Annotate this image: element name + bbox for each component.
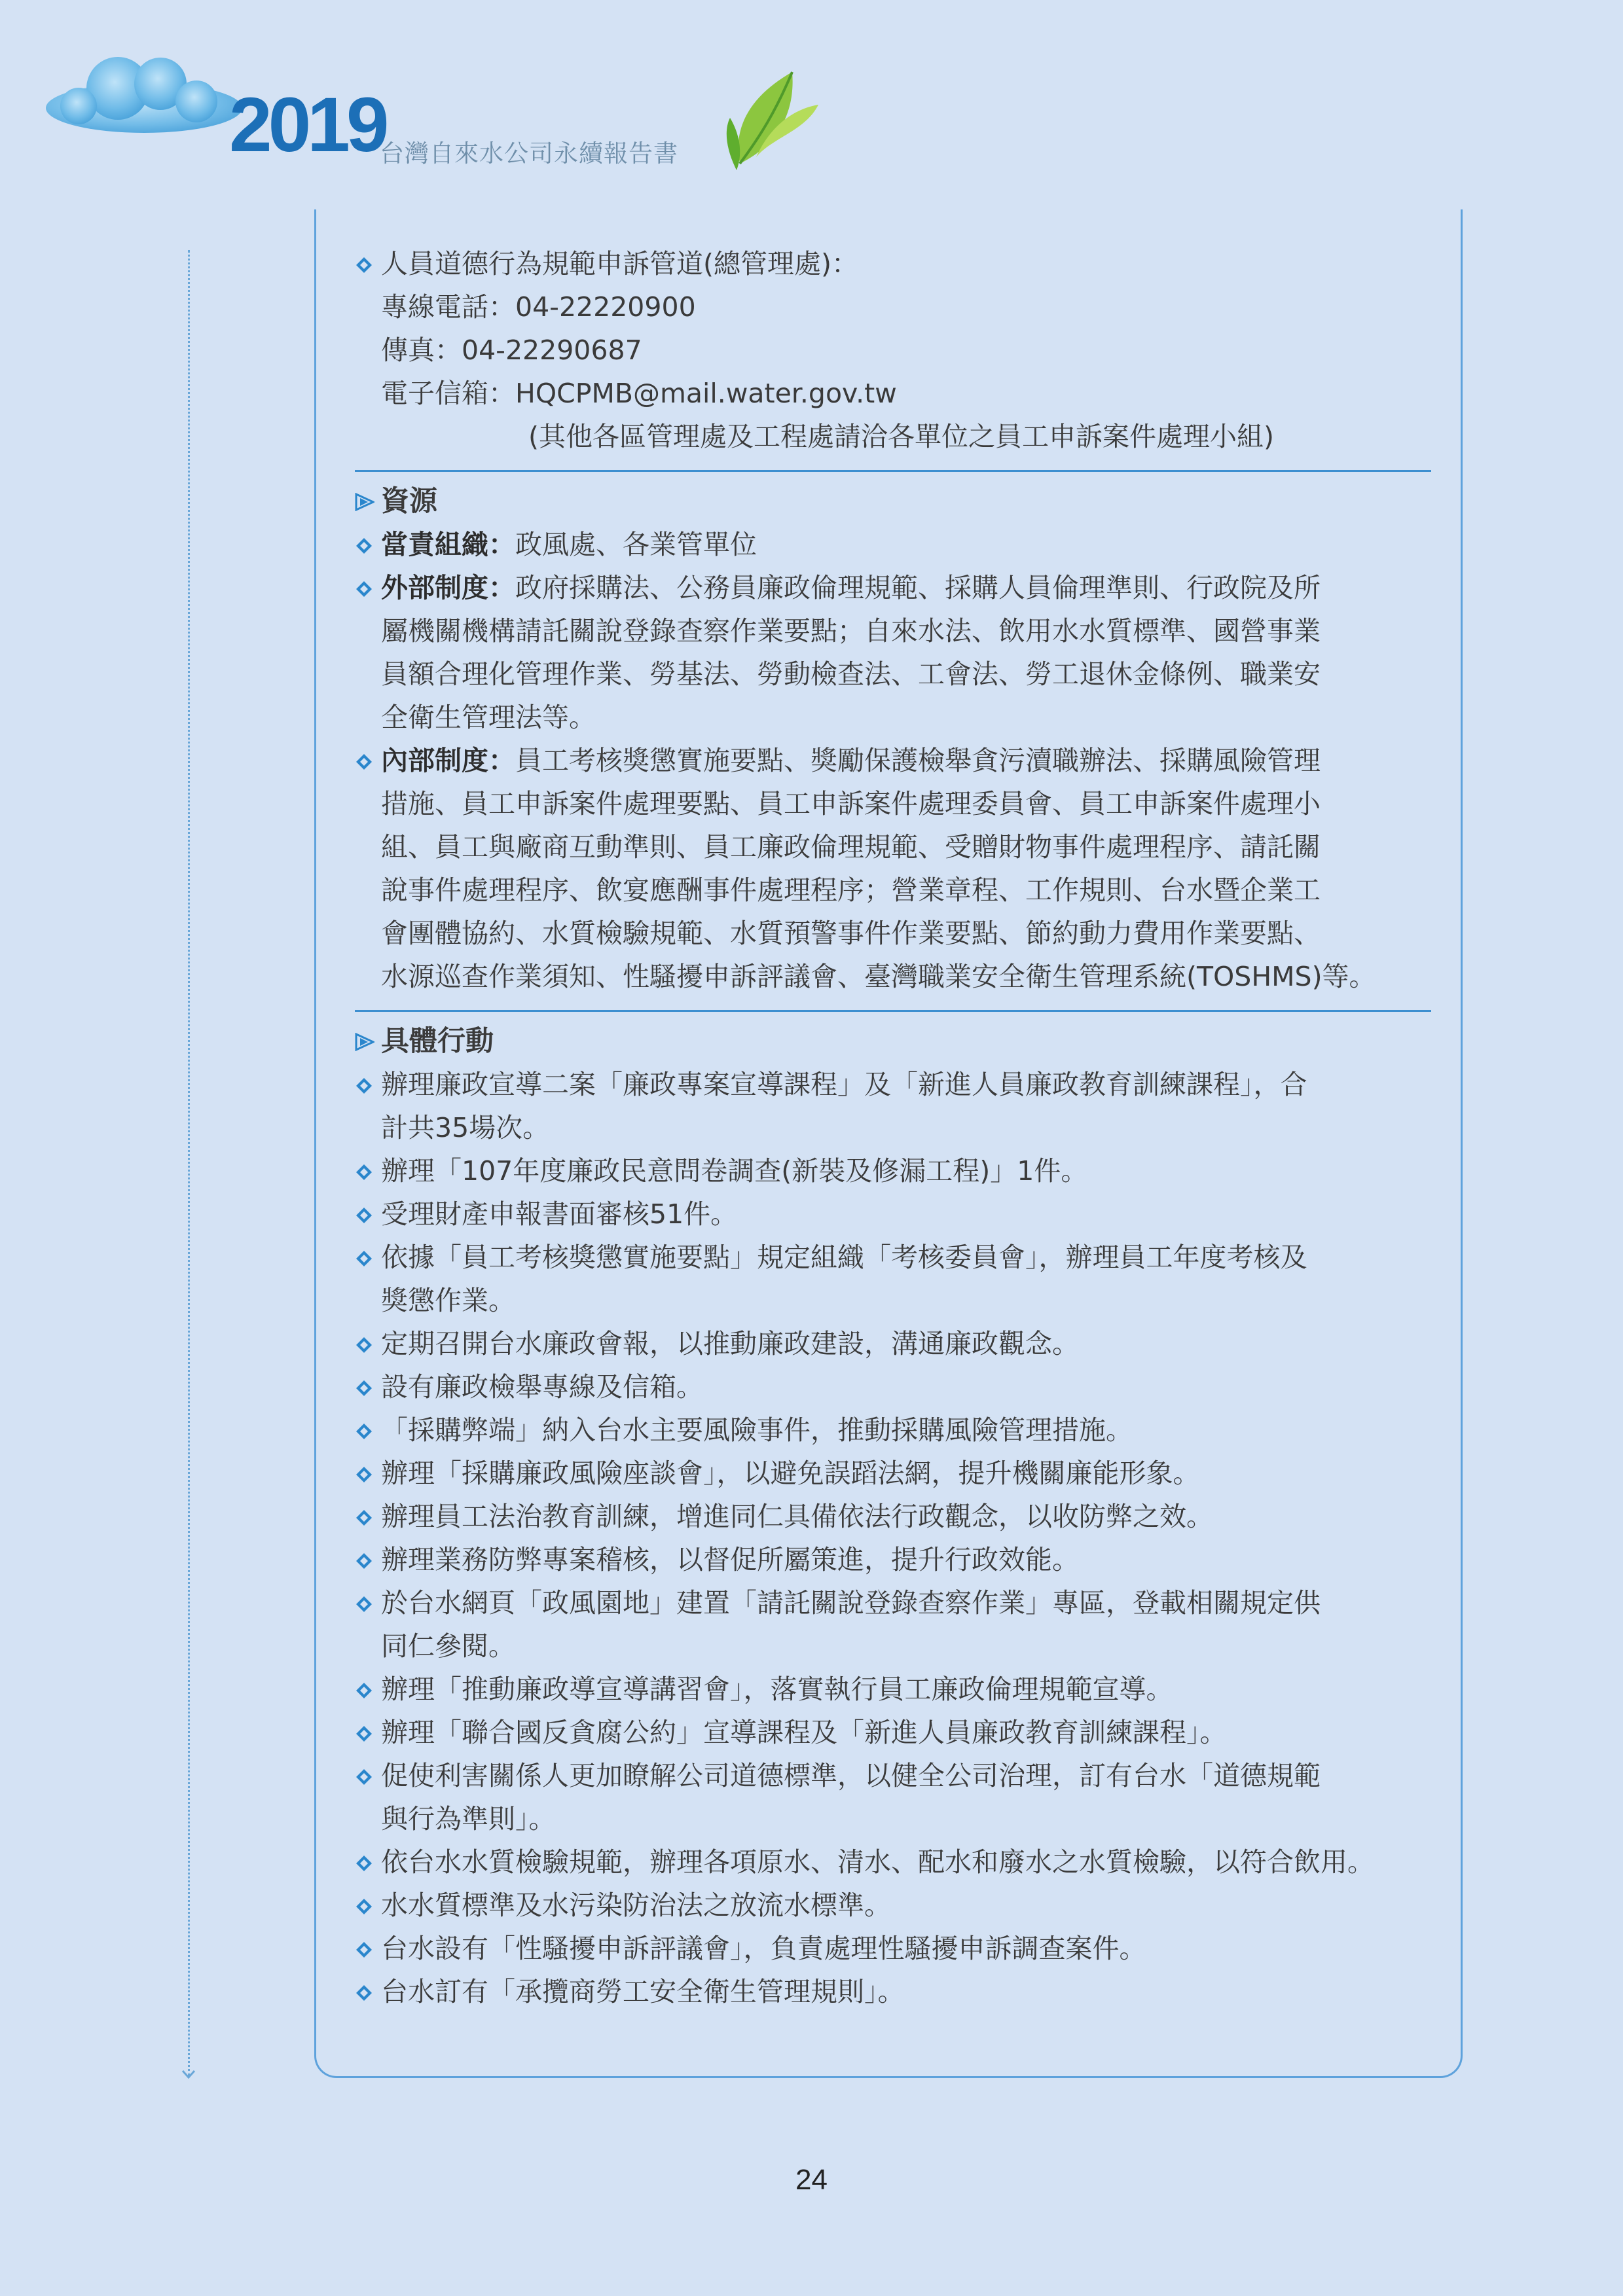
report-header [39, 46, 890, 177]
leaf-logo-icon [720, 59, 825, 177]
resources-external-line: 員額合理化管理作業、勞基法、勞動檢查法、工會法、勞工退休金條例、職業安 [381, 658, 1321, 690]
contact-fax: 傳真：04-22290687 [381, 334, 642, 366]
action-item: 台水設有「性騷擾申訴評議會」，負責處理性騷擾申訴調查案件。 [355, 1927, 1429, 1970]
resources-internal-line: 水源巡查作業須知、性騷擾申訴評議會、臺灣職業安全衛生管理系統(TOSHMS)等。 [381, 961, 1376, 992]
action-item: 於台水網頁「政風園地」建置「請託關說登錄查察作業」專區，登載相關規定供 [355, 1581, 1429, 1624]
diamond-bullet-icon [355, 1552, 373, 1570]
contact-note: (其他各區管理處及工程處請洽各單位之員工申訴案件處理小組) [528, 421, 1274, 452]
diamond-bullet-icon [355, 1854, 373, 1873]
section-divider [355, 470, 1431, 472]
action-item-continued: 計共35場次。 [381, 1112, 550, 1143]
action-item: 辦理「推動廉政導宣導講習會」，落實執行員工廉政倫理規範宣導。 [355, 1668, 1429, 1711]
diamond-bullet-icon [355, 1595, 373, 1613]
action-item: 辦理廉政宣導二案「廉政專案宣導課程」及「新進人員廉政教育訓練課程」，合 [355, 1063, 1429, 1106]
action-item: 辦理「聯合國反貪腐公約」宣導課程及「新進人員廉政教育訓練課程」。 [355, 1711, 1429, 1754]
diamond-bullet-icon [355, 1725, 373, 1743]
diamond-bullet-icon [355, 1422, 373, 1441]
action-item: 設有廉政檢舉專線及信箱。 [355, 1365, 1429, 1408]
action-item: 辦理「採購廉政風險座談會」，以避免誤蹈法網，提升機關廉能形象。 [355, 1452, 1429, 1495]
diamond-bullet-icon [355, 1465, 373, 1484]
action-item: 辦理業務防弊專案稽核，以督促所屬策進，提升行政效能。 [355, 1538, 1429, 1581]
diamond-bullet-icon [355, 1163, 373, 1181]
diamond-bullet-icon [355, 1984, 373, 2002]
action-item: 定期召開台水廉政會報，以推動廉政建設，溝通廉政觀念。 [355, 1322, 1429, 1365]
chevron-down-icon [181, 2068, 196, 2081]
diamond-bullet-icon [355, 753, 373, 771]
diamond-bullet-icon [355, 580, 373, 598]
action-item: 促使利害關係人更加瞭解公司道德標準，以健全公司治理，訂有台水「道德規範 [355, 1754, 1429, 1797]
diamond-bullet-icon [355, 256, 373, 274]
section-divider [355, 1010, 1431, 1012]
actions-title: 具體行動 [355, 1020, 1429, 1063]
action-item-continued: 獎懲作業。 [381, 1285, 515, 1316]
dotted-guide-line [188, 250, 190, 2076]
action-item-continued: 與行為準則」。 [381, 1803, 556, 1835]
diamond-bullet-icon [355, 1768, 373, 1786]
diamond-bullet-icon [355, 1509, 373, 1527]
contact-email: 電子信箱：HQCPMB@mail.water.gov.tw [381, 378, 897, 409]
resources-external-line: 屬機關機構請託關說登錄查察作業要點；自來水法、飲用水水質標準、國營事業 [381, 615, 1321, 647]
action-item: 依台水水質檢驗規範，辦理各項原水、清水、配水和廢水之水質檢驗，以符合飲用。 [355, 1840, 1429, 1884]
diamond-bullet-icon [355, 537, 373, 555]
diamond-bullet-icon [355, 1206, 373, 1225]
diamond-bullet-icon [355, 1379, 373, 1397]
report-title: 台灣自來水公司永續報告書 [380, 139, 678, 168]
resources-internal-line: 組、員工與廠商互動準則、員工廉政倫理規範、受贈財物事件處理程序、請託關 [381, 831, 1321, 863]
action-item: 水水質標準及水污染防治法之放流水標準。 [355, 1884, 1429, 1927]
diamond-bullet-icon [355, 1681, 373, 1700]
resources-title: 資源 [355, 480, 1429, 523]
diamond-bullet-icon [355, 1077, 373, 1095]
diamond-bullet-icon [355, 1336, 373, 1354]
diamond-bullet-icon [355, 1941, 373, 1959]
action-item: 「採購弊端」納入台水主要風險事件，推動採購風險管理措施。 [355, 1408, 1429, 1452]
resources-internal: 內部制度：員工考核獎懲實施要點、獎勵保護檢舉貪污瀆職辦法、採購風險管理 [355, 739, 1429, 782]
diamond-bullet-icon [355, 1897, 373, 1916]
action-item: 台水訂有「承攬商勞工安全衛生管理規則」。 [355, 1970, 1429, 2013]
page-number: 24 [795, 2164, 828, 2196]
action-item: 受理財產申報書面審核51件。 [355, 1193, 1429, 1236]
resources-internal-line: 會團體協約、水質檢驗規範、水質預警事件作業要點、節約動力費用作業要點、 [381, 918, 1321, 949]
contact-phone: 專線電話：04-22220900 [381, 291, 696, 323]
resources-internal-line: 措施、員工申訴案件處理要點、員工申訴案件處理委員會、員工申訴案件處理小 [381, 788, 1321, 819]
triangle-bullet-icon [355, 493, 374, 511]
resources-external: 外部制度：政府採購法、公務員廉政倫理規範、採購人員倫理準則、行政院及所 [355, 566, 1429, 609]
contact-heading: 人員道德行為規範申訴管道(總管理處)： [355, 242, 1429, 285]
diamond-bullet-icon [355, 1249, 373, 1268]
resources-external-line: 全衛生管理法等。 [381, 702, 596, 733]
triangle-bullet-icon [355, 1033, 374, 1051]
action-item: 辦理員工法治教育訓練，增進同仁具備依法行政觀念，以收防弊之效。 [355, 1495, 1429, 1538]
action-item: 依據「員工考核獎懲實施要點」規定組織「考核委員會」，辦理員工年度考核及 [355, 1236, 1429, 1279]
main-content [355, 242, 1429, 2013]
cloud-logo-icon [39, 46, 249, 144]
action-item: 辦理「107年度廉政民意問卷調查(新裝及修漏工程)」1件。 [355, 1149, 1429, 1193]
resources-org: 當責組織：政風處、各業管單位 [355, 523, 1429, 566]
action-item-continued: 同仁參閱。 [381, 1630, 515, 1662]
resources-internal-line: 說事件處理程序、飲宴應酬事件處理程序；營業章程、工作規則、台水暨企業工 [381, 874, 1321, 906]
report-year: 2019 [229, 82, 386, 168]
